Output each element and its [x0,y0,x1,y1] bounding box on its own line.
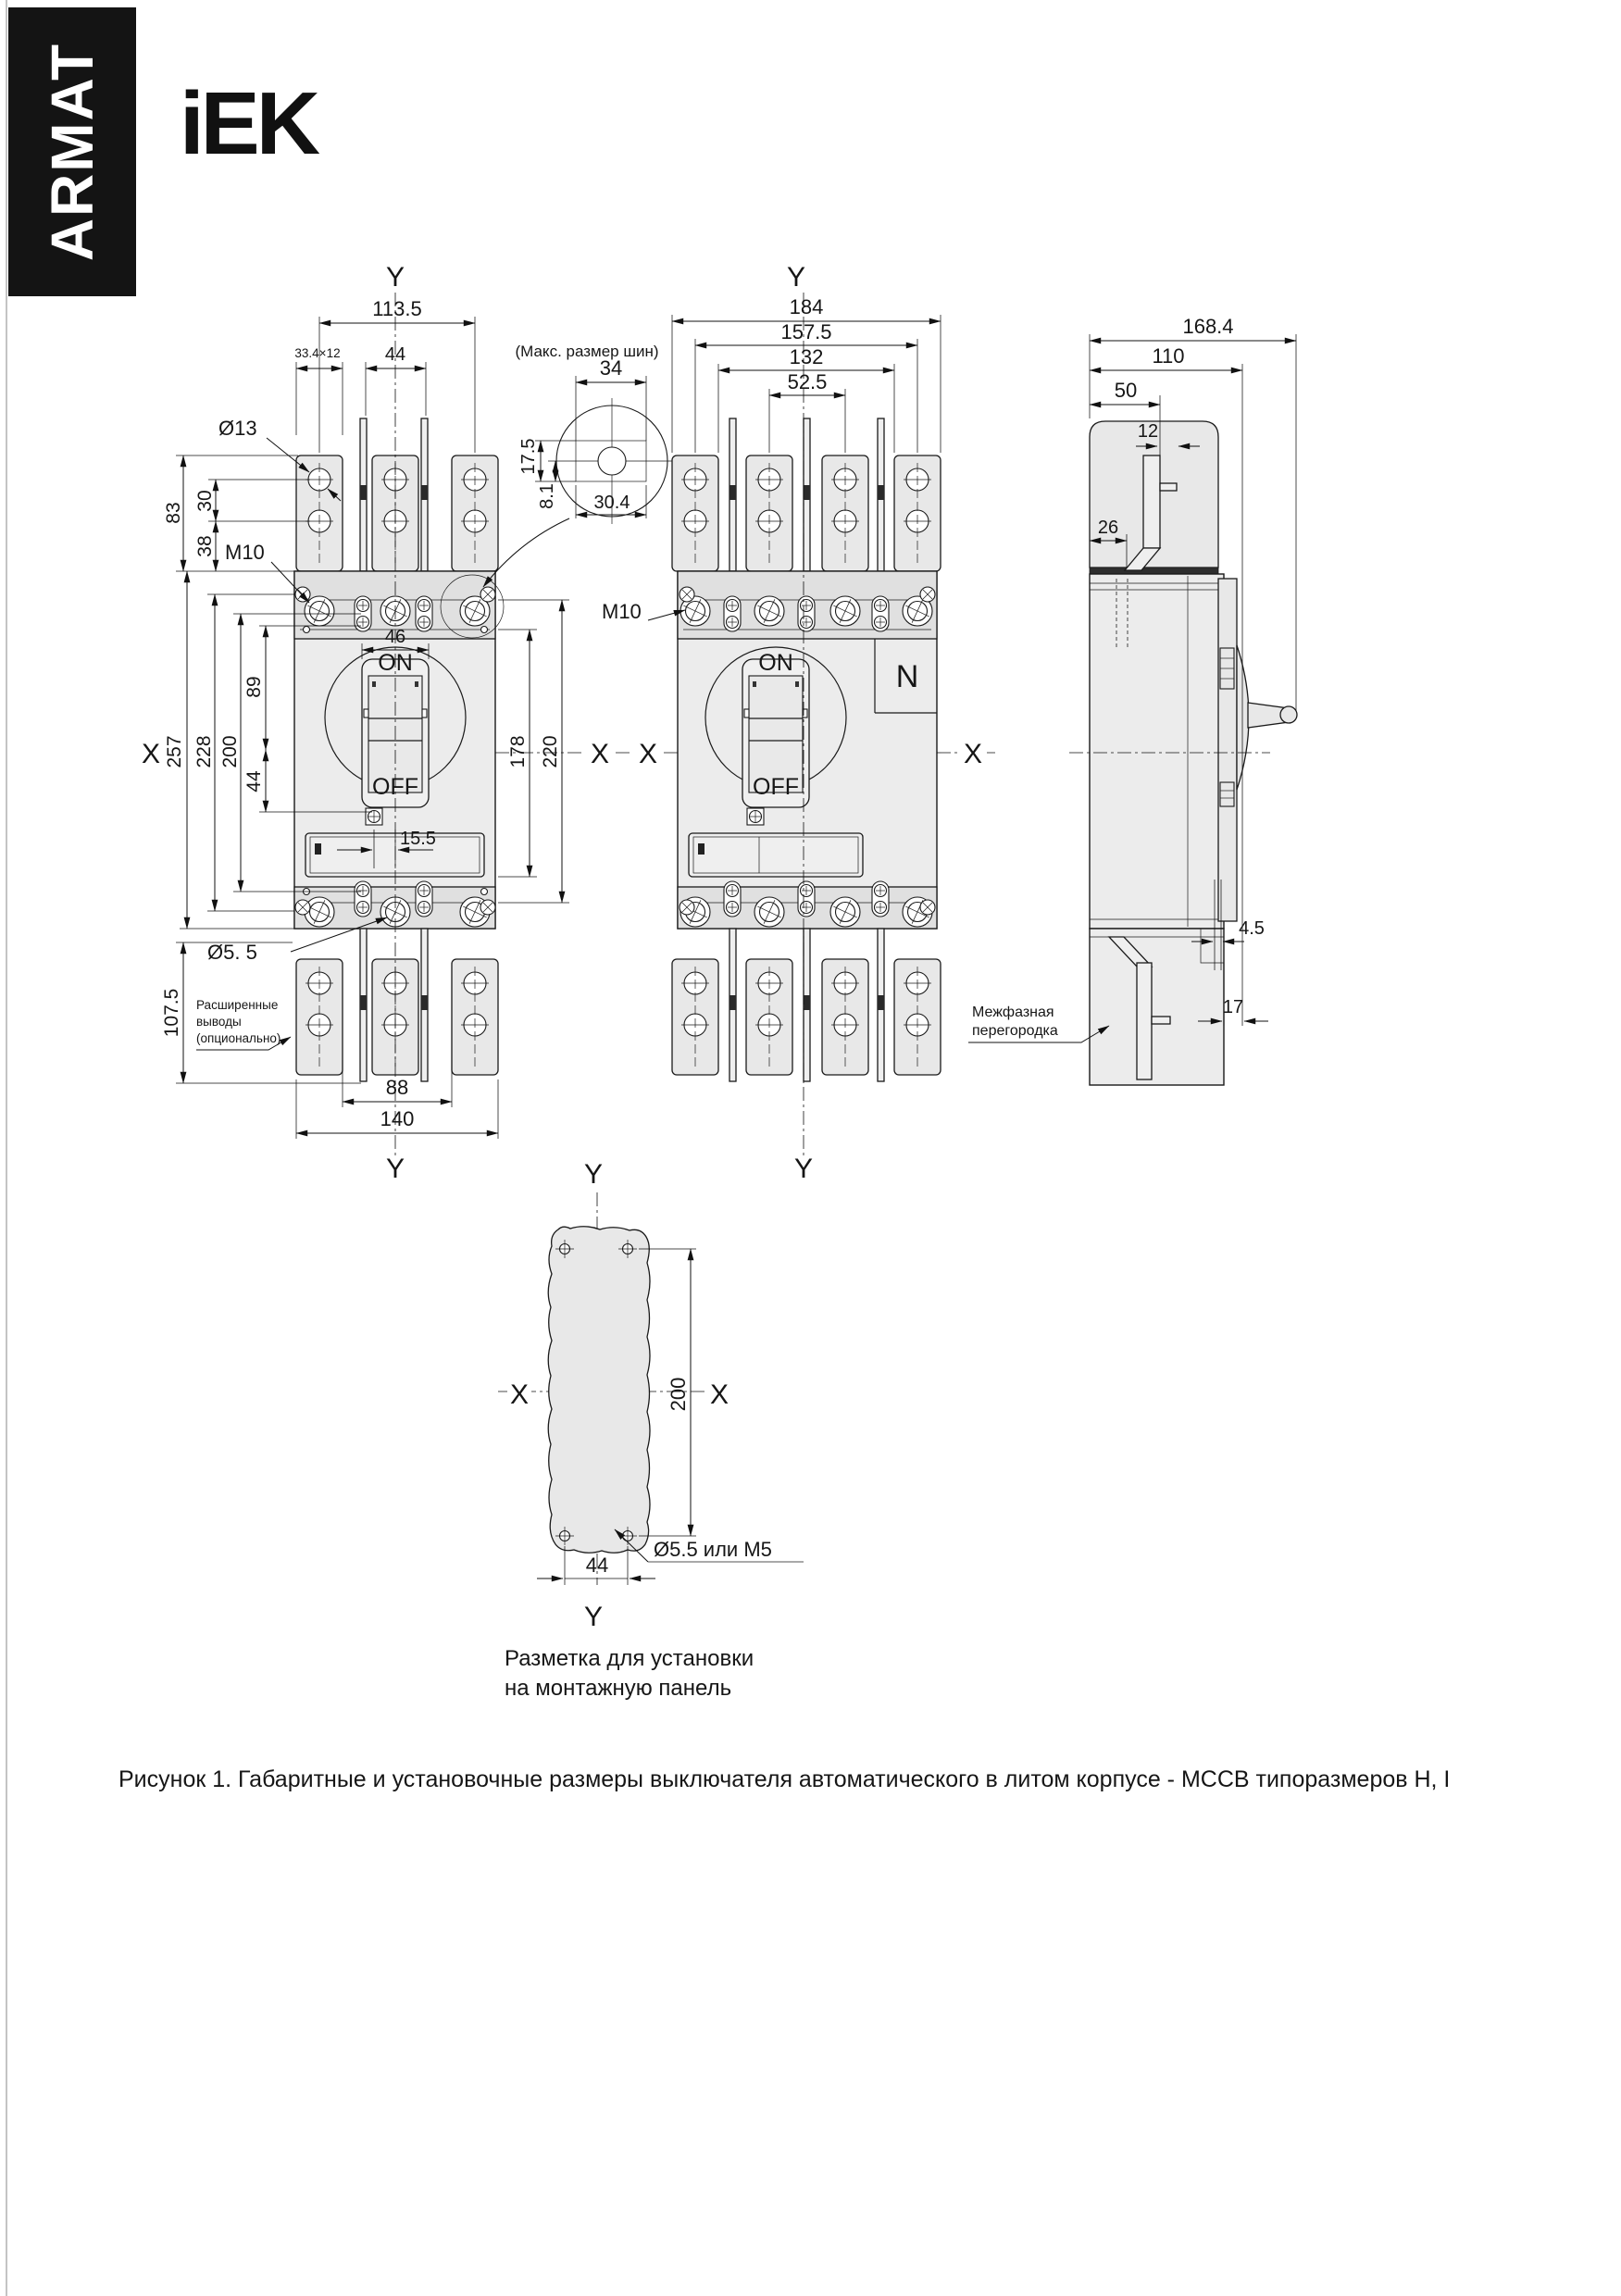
figure-caption: Рисунок 1. Габаритные и установочные размеры выключателя автоматического в литом корпусе - MCCB типоразмеров H, I [118,1766,1451,1792]
dim-overall-width-top: 113.5 [372,297,422,320]
dim-busbar-8-1: 8.1 [537,483,557,509]
dim-height-228: 228 [193,735,215,768]
dim-mount-hole: Ø5. 5 [207,941,257,964]
banner-label: ARMAT [39,42,106,262]
axis-x-left-template: X [509,1379,530,1410]
interphase-barrier-side [1137,963,1152,1079]
on-label-4pole: ON [758,650,793,676]
dim-mount-hole-spec: Ø5.5 или М5 [654,1538,772,1561]
dim-width-157-5: 157.5 [780,320,832,343]
extended-terminals-note-line3: (опционально) [196,1031,281,1045]
padlock-hole-4pole [747,808,764,825]
breaker-body-side [1090,574,1224,929]
axis-x-left-view1: X [141,739,161,769]
side-view [1069,395,1297,1085]
detail-title: (Макс. размер шин) [515,343,659,360]
front-view-3pole [294,418,504,1081]
dim-toggle-width: 46 [384,627,406,647]
dim-pole-width: 44 [384,344,406,365]
dim-width-88: 88 [385,1076,409,1099]
dim-depth-168-4: 168.4 [1182,315,1234,338]
off-label-4pole: OFF [753,774,799,800]
axis-y-top-template: Y [583,1159,604,1190]
on-label: ON [378,650,413,676]
axis-y-top-view2: Y [786,262,806,293]
mounting-template-view [498,1159,804,1701]
dim-hole-diameter: Ø13 [218,417,257,440]
busbar-detail-view [483,343,676,587]
brand-banner [8,7,136,296]
dim-blade-12: 12 [1137,421,1159,442]
dim-38: 38 [194,535,216,557]
axis-x-right-template: X [709,1379,729,1410]
iek-logo: iEK [180,74,318,173]
dim-busbar-width: 34 [599,356,623,380]
dim-height-220: 220 [540,735,561,768]
dim-mount-pitch-200: 200 [667,1377,690,1412]
interphase-barrier-note-line2: перегородка [972,1023,1058,1039]
dim-busbar-17-5: 17.5 [518,438,539,475]
dim-height-178: 178 [507,735,529,768]
extended-terminals-note-line2: выводы [196,1015,242,1029]
extended-terminals-note-line1: Расширенные [196,998,279,1012]
dim-hole-pitch: 30 [194,490,216,512]
dim-width-132: 132 [789,345,824,368]
mounting-panel-outline [548,1227,650,1554]
off-label: OFF [372,774,418,800]
dim-depth-110: 110 [1152,344,1185,368]
escutcheon-profile [1237,645,1249,790]
dim-height-257: 257 [164,735,185,768]
dim-depth-50: 50 [1114,379,1138,402]
rating-label-window [305,833,484,877]
dim-height-44: 44 [243,770,265,792]
dim-width-140: 140 [380,1107,415,1130]
dim-busbar-30-4: 30.4 [593,493,630,513]
dim-label-offset: 15.5 [400,829,436,849]
dim-gap-4-5: 4.5 [1239,918,1265,939]
axis-y-bottom-view1: Y [385,1154,405,1184]
axis-y-bottom-view2: Y [793,1154,814,1184]
dim-height-200: 200 [219,735,241,768]
dim-width-52-5: 52.5 [787,370,828,393]
dim-depth-26: 26 [1097,518,1119,538]
extended-terminal [296,959,343,1075]
dim-barrier-17: 17 [1222,997,1244,1017]
axis-x-right-view1: X [590,739,610,769]
dim-extended-terminal-height: 107.5 [161,988,182,1038]
axis-y-top-view1: Y [385,262,405,293]
dim-lug-height: 83 [163,502,184,524]
padlock-hole [366,808,382,825]
rating-label-window-4pole [689,833,863,877]
neutral-pole-label: N [895,659,919,694]
interphase-barrier-note-line1: Межфазная [972,1004,1054,1020]
front-view-4pole [672,418,941,1081]
dim-overall-width-184: 184 [789,295,824,318]
axis-x-right-view2: X [963,739,983,769]
template-caption-line1: Разметка для установки [505,1646,754,1671]
front-face-plate [1218,579,1237,921]
dim-lug-section: 33.4×12 [294,346,341,360]
dim-height-89: 89 [243,676,265,698]
template-caption-line2: на монтажную панель [505,1676,732,1701]
lower-terminal-block-side [1090,929,1224,1085]
axis-x-left-view2: X [638,739,658,769]
dim-mount-pitch-44: 44 [585,1554,609,1577]
terminal-thread-label-v2: M10 [602,600,642,623]
busbar-blade-side [1143,455,1160,548]
terminal-thread-label-v1: M10 [225,541,265,564]
axis-y-bottom-template: Y [583,1602,604,1632]
